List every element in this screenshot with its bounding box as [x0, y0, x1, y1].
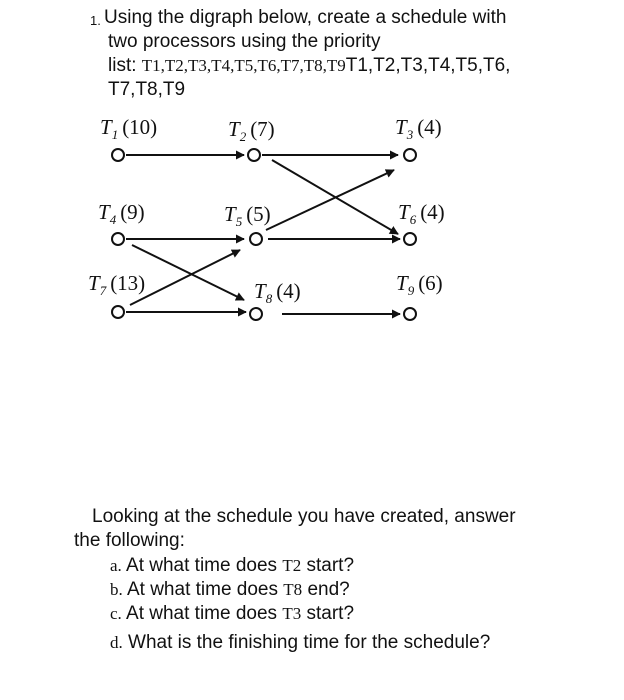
questions-intro-line-1: Looking at the schedule you have created, answer — [92, 506, 516, 527]
node-T4 — [112, 233, 124, 245]
question-b: b. At what time does T8 end? — [110, 579, 350, 600]
task-ref-T3: T3 — [282, 604, 302, 623]
node-T9 — [404, 308, 416, 320]
label-T8: $T_8$ (4) — [254, 279, 301, 306]
node-T3 — [404, 149, 416, 161]
label-T7: $T_7$ (13) — [88, 271, 146, 298]
label-T4: $T_4$ (9) — [98, 200, 145, 227]
node-T8 — [250, 308, 262, 320]
label-T9: $T_9$ (6) — [396, 271, 443, 298]
label-T2: $T_2$ (7) — [228, 117, 275, 144]
problem-line-2: two processors using the priority — [108, 31, 381, 52]
node-T7 — [112, 306, 124, 318]
problem-line-1: Using the digraph below, create a schedule with — [104, 7, 507, 28]
questions-intro-line-2: the following: — [74, 530, 185, 551]
node-T5 — [250, 233, 262, 245]
label-T3: $T_3$ (4) — [395, 115, 442, 142]
problem-number: 1. — [90, 13, 101, 28]
priority-list-sans: T1,T2,T3,T4,T5,T6, — [345, 55, 511, 76]
edge-T7-T5 — [130, 250, 240, 305]
node-T2 — [248, 149, 260, 161]
task-ref-T8: T8 — [283, 580, 303, 599]
edge-T4-T8 — [132, 245, 244, 300]
question-c: c. At what time does T3 start? — [110, 603, 355, 624]
problem-line-4: T7,T8,T9 — [108, 79, 186, 100]
label-T6: $T_6$ (4) — [398, 200, 445, 227]
question-d: d. What is the finishing time for the schedule? — [110, 632, 491, 653]
question-a: a. At what time does T2 start? — [110, 555, 355, 576]
node-T1 — [112, 149, 124, 161]
node-T6 — [404, 233, 416, 245]
priority-list-serif: T1,T2,T3,T4,T5,T6,T7,T8,T9 — [141, 56, 346, 75]
label-T5: $T_5$ (5) — [224, 202, 271, 229]
list-prefix: list: — [108, 55, 142, 76]
label-T1: $T_1$ (10) — [100, 115, 158, 142]
task-ref-T2: T2 — [282, 556, 302, 575]
